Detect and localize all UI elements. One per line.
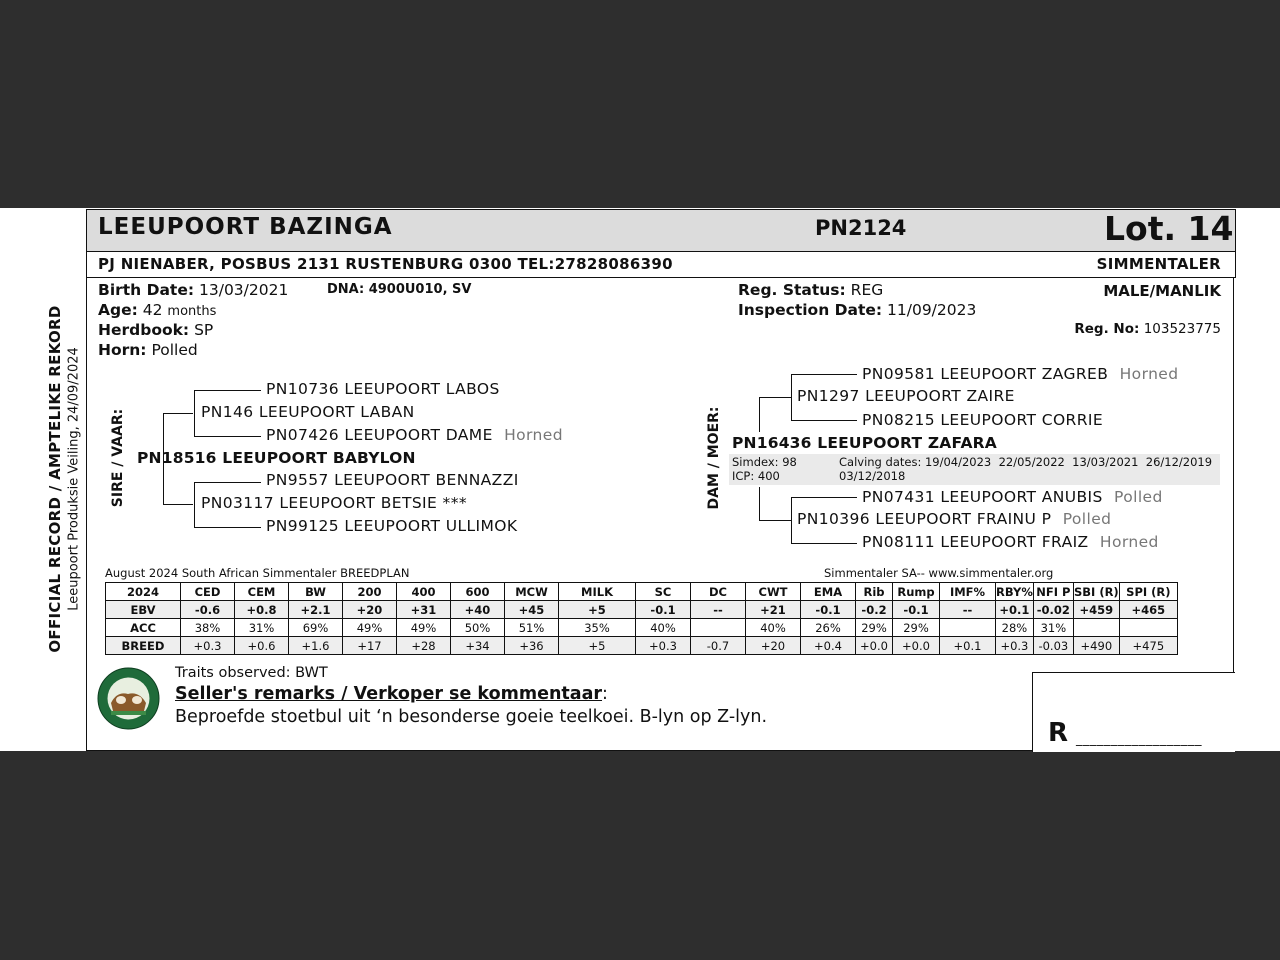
ebv-value-cell: +45: [505, 601, 559, 619]
inspection-date-value: 11/09/2023: [887, 301, 977, 319]
ebv-value-cell: -0.7: [691, 637, 746, 655]
ebv-value-cell: -0.1: [801, 601, 856, 619]
ebv-header-cell: 400: [397, 583, 451, 601]
dam-upper-vline: [759, 397, 760, 432]
ebv-value-cell: [940, 619, 996, 637]
ebv-value-cell: 40%: [746, 619, 801, 637]
ebv-header-cell: IMF%: [940, 583, 996, 601]
ebv-value-cell: --: [940, 601, 996, 619]
ebv-header-cell: NFI P: [1033, 583, 1073, 601]
sd-vline: [194, 482, 195, 528]
sire-bot-hline: [163, 504, 193, 505]
sire-name: PN18516 LEEUPOORT BABYLON: [137, 449, 416, 467]
ebv-value-cell: +0.3: [636, 637, 691, 655]
price-blank[interactable]: __________________: [1076, 732, 1202, 747]
dam-sire-dam: PN08215 LEEUPOORT CORRIE: [862, 411, 1104, 429]
ebv-row-label: ACC: [106, 619, 181, 637]
ebv-value-cell: +0.0: [893, 637, 940, 655]
ebv-value-cell: 40%: [636, 619, 691, 637]
ebv-value-cell: --: [691, 601, 746, 619]
dam-upper-hline: [759, 397, 792, 398]
ebv-value-cell: 50%: [451, 619, 505, 637]
dam-calving-dates-2: 03/12/2018: [839, 469, 906, 483]
ebv-header-cell: 200: [343, 583, 397, 601]
dam-dam-sire: [862, 488, 1163, 506]
ebv-value-cell: +5: [559, 637, 636, 655]
dam-sire: PN1297 LEEUPOORT ZAIRE: [797, 387, 1015, 405]
age-unit: months: [167, 304, 217, 319]
breedplan-source: August 2024 South African Simmentaler BREEDPLAN: [105, 566, 410, 580]
ebv-value-cell: +2.1: [289, 601, 343, 619]
dam-lower-hline: [759, 520, 792, 521]
reg-status: [738, 281, 883, 299]
sire-top-hline: [163, 413, 193, 414]
dam-label: DAM / MOER:: [706, 406, 722, 510]
ebv-header-cell: RBY%: [996, 584, 1033, 599]
ds-vline: [791, 374, 792, 421]
dam-dam-sire-horn: Polled: [1114, 488, 1163, 506]
ebv-value-cell: 31%: [1033, 619, 1073, 637]
ebv-value-cell: -0.03: [1033, 637, 1073, 655]
age-value: 42: [142, 301, 163, 319]
sale-label: Leeupoort Produksie Veiling, 24/09/2024: [66, 347, 82, 611]
ebv-value-cell: 51%: [505, 619, 559, 637]
reg-number-value: 103523775: [1143, 321, 1221, 337]
dd-top-hline: [791, 497, 857, 498]
dam-calving-dates: Calving dates: 19/04/2023 22/05/2022 13/03/2021 26/12/2019: [839, 455, 1213, 469]
birth-date-value: 13/03/2021: [199, 281, 289, 299]
sd-bot-hline: [194, 527, 261, 528]
ds-top-hline: [791, 374, 857, 375]
ebv-table: [105, 582, 1178, 655]
ebv-value-cell: +1.6: [289, 637, 343, 655]
ebv-value-cell: +475: [1119, 637, 1177, 655]
sire-sire-dam-horn: Horned: [504, 426, 563, 444]
age-label: Age:: [98, 301, 138, 319]
ebv-header-cell: 600: [451, 583, 505, 601]
horn: [98, 341, 198, 359]
ebv-year-cell: 2024: [106, 583, 181, 601]
sd-top-hline: [194, 482, 261, 483]
ebv-value-cell: +0.3: [181, 637, 235, 655]
inspection-date: [738, 301, 976, 319]
ebv-value-cell: +0.3: [996, 637, 1034, 655]
ebv-value-cell: +17: [343, 637, 397, 655]
ebv-value-cell: +20: [343, 601, 397, 619]
official-record-label: OFFICIAL RECORD / AMPTELIKE REKORD: [46, 305, 64, 653]
ebv-value-cell: +20: [746, 637, 801, 655]
ebv-row-label: BREED: [106, 637, 181, 655]
ebv-header-cell: SBI (R): [1073, 584, 1119, 599]
dam-dam-dam: [862, 533, 1159, 551]
ebv-header-cell: Rib: [856, 583, 893, 601]
ss-bot-hline: [194, 436, 261, 437]
dd-bot-hline: [791, 543, 857, 544]
dam-simdex: Simdex: 98: [732, 455, 797, 469]
breeder-info: PJ NIENABER, POSBUS 2131 RUSTENBURG 0300 TEL:27828086390: [98, 255, 673, 273]
ebv-header-cell: CED: [181, 583, 235, 601]
price-currency: R: [1048, 718, 1069, 748]
sex: MALE/MANLIK: [1103, 282, 1221, 300]
ebv-value-cell: +0.8: [235, 601, 289, 619]
remarks-text: Beproefde stoetbul uit ‘n besonderse goeie teelkoei. B-lyn op Z-lyn.: [175, 707, 768, 727]
ebv-value-cell: [1119, 619, 1177, 637]
ebv-table-row: [106, 637, 1178, 655]
ebv-header-cell: MCW: [505, 583, 559, 601]
ebv-value-cell: 69%: [289, 619, 343, 637]
sire-sire-sire: PN10736 LEEUPOORT LABOS: [266, 380, 500, 398]
dam-dam-horn: Polled: [1062, 510, 1112, 528]
ebv-value-cell: 38%: [181, 619, 235, 637]
ebv-value-cell: +0.6: [235, 637, 289, 655]
herdbook-value: SP: [194, 321, 214, 339]
ebv-value-cell: 35%: [559, 619, 636, 637]
dam-sire-sire-horn: Horned: [1119, 365, 1179, 383]
ebv-header-cell: SPI (R): [1119, 583, 1177, 601]
ebv-value-cell: -0.2: [856, 601, 893, 619]
ds-bot-hline: [791, 420, 857, 421]
ebv-header-cell: BW: [289, 583, 343, 601]
ebv-value-cell: 28%: [996, 619, 1034, 637]
age: [98, 301, 216, 319]
body-right-edge: [1233, 277, 1234, 672]
traits-observed: Traits observed: BWT: [175, 665, 328, 681]
dna-info: DNA: 4900U010, SV: [327, 282, 472, 297]
dam-dam: [797, 510, 1111, 528]
ebv-value-cell: -0.6: [181, 601, 235, 619]
animal-name: LEEUPOORT BAZINGA: [98, 214, 393, 240]
ebv-value-cell: +465: [1119, 601, 1177, 619]
ebv-value-cell: +5: [559, 601, 636, 619]
horn-label: Horn:: [98, 341, 147, 359]
dam-name: PN16436 LEEUPOORT ZAFARA: [732, 434, 997, 452]
dam-dam-sire-name: PN07431 LEEUPOORT ANUBIS: [862, 488, 1103, 506]
ebv-value-cell: 49%: [343, 619, 397, 637]
dam-icp: ICP: 400: [732, 469, 780, 483]
ebv-value-cell: +40: [451, 601, 505, 619]
dam-dam-dam-horn: Horned: [1099, 533, 1159, 551]
dd-vline: [791, 497, 792, 544]
dam-sire-sire: [862, 365, 1178, 383]
lot-number: Lot. 14: [1104, 209, 1234, 248]
breedplan-website: Simmentaler SA-- www.simmentaler.org: [824, 566, 1054, 580]
ebv-value-cell: +36: [505, 637, 559, 655]
dam-sire-sire-name: PN09581 LEEUPOORT ZAGREB: [862, 365, 1109, 383]
sire-label: SIRE / VAAR:: [110, 408, 126, 508]
reg-status-value: REG: [850, 281, 884, 299]
ebv-value-cell: +0.1: [940, 637, 996, 655]
ebv-value-cell: 29%: [893, 619, 940, 637]
ss-vline: [194, 390, 195, 437]
ebv-header-row: [106, 583, 1178, 601]
ebv-value-cell: -0.02: [1033, 601, 1073, 619]
animal-id: PN2124: [815, 216, 907, 240]
ebv-header-cell: Rump: [893, 583, 940, 601]
sire-dam: PN03117 LEEUPOORT BETSIE ***: [201, 494, 468, 512]
inspection-date-label: Inspection Date:: [738, 301, 883, 319]
ebv-header-cell: DC: [691, 583, 746, 601]
ebv-row-label: EBV: [106, 601, 181, 619]
dam-lower-vline: [759, 487, 760, 520]
ebv-value-cell: +0.1: [996, 601, 1034, 619]
remarks-heading-line: [175, 684, 608, 704]
ss-top-hline: [194, 390, 261, 391]
sire-sire-dam-name: PN07426 LEEUPOORT DAME: [266, 426, 493, 444]
ebv-value-cell: +28: [397, 637, 451, 655]
dam-dam-dam-name: PN08111 LEEUPOORT FRAIZ: [862, 533, 1089, 551]
ebv-value-cell: 29%: [856, 619, 893, 637]
horn-value: Polled: [151, 341, 198, 359]
sire-sire-dam: [266, 426, 563, 444]
ebv-header-cell: CEM: [235, 583, 289, 601]
dam-dam-name: PN10396 LEEUPOORT FRAINU P: [797, 510, 1052, 528]
sire-dam-dam: PN99125 LEEUPOORT ULLIMOK: [266, 517, 518, 535]
sire-dam-sire: PN9557 LEEUPOORT BENNAZZI: [266, 471, 519, 489]
ebv-table-row: [106, 619, 1178, 637]
ebv-value-cell: -0.1: [636, 601, 691, 619]
ebv-header-cell: SC: [636, 583, 691, 601]
remarks-heading: Seller's remarks / Verkoper se kommentaar: [175, 684, 603, 704]
ebv-value-cell: 26%: [801, 619, 856, 637]
ebv-header-cell: MILK: [559, 583, 636, 601]
ebv-value-cell: [691, 619, 746, 637]
ebv-value-cell: +31: [397, 601, 451, 619]
sire-sire: PN146 LEEUPOORT LABAN: [201, 403, 415, 421]
ebv-header-cell: CWT: [746, 583, 801, 601]
ebv-value-cell: +490: [1073, 637, 1119, 655]
ebv-value-cell: 49%: [397, 619, 451, 637]
ebv-value-cell: -0.1: [893, 601, 940, 619]
ebv-value-cell: 31%: [235, 619, 289, 637]
herdbook: [98, 321, 213, 339]
birth-date: [98, 281, 288, 299]
simmentaler-logo-icon: [97, 667, 160, 730]
ebv-table-row: [106, 601, 1178, 619]
breed-name: SIMMENTALER: [1096, 255, 1221, 273]
reg-number-label: Reg. No:: [1074, 321, 1140, 337]
ebv-header-cell: EMA: [801, 583, 856, 601]
ebv-value-cell: +459: [1073, 601, 1119, 619]
herdbook-label: Herdbook:: [98, 321, 190, 339]
ebv-value-cell: +0.4: [801, 637, 856, 655]
ebv-value-cell: +34: [451, 637, 505, 655]
birth-date-label: Birth Date:: [98, 281, 195, 299]
remarks-colon: :: [602, 684, 608, 704]
reg-number: [1074, 321, 1221, 337]
reg-status-label: Reg. Status:: [738, 281, 846, 299]
ebv-value-cell: +21: [746, 601, 801, 619]
ebv-value-cell: [1073, 619, 1119, 637]
ebv-value-cell: +0.0: [856, 637, 893, 655]
